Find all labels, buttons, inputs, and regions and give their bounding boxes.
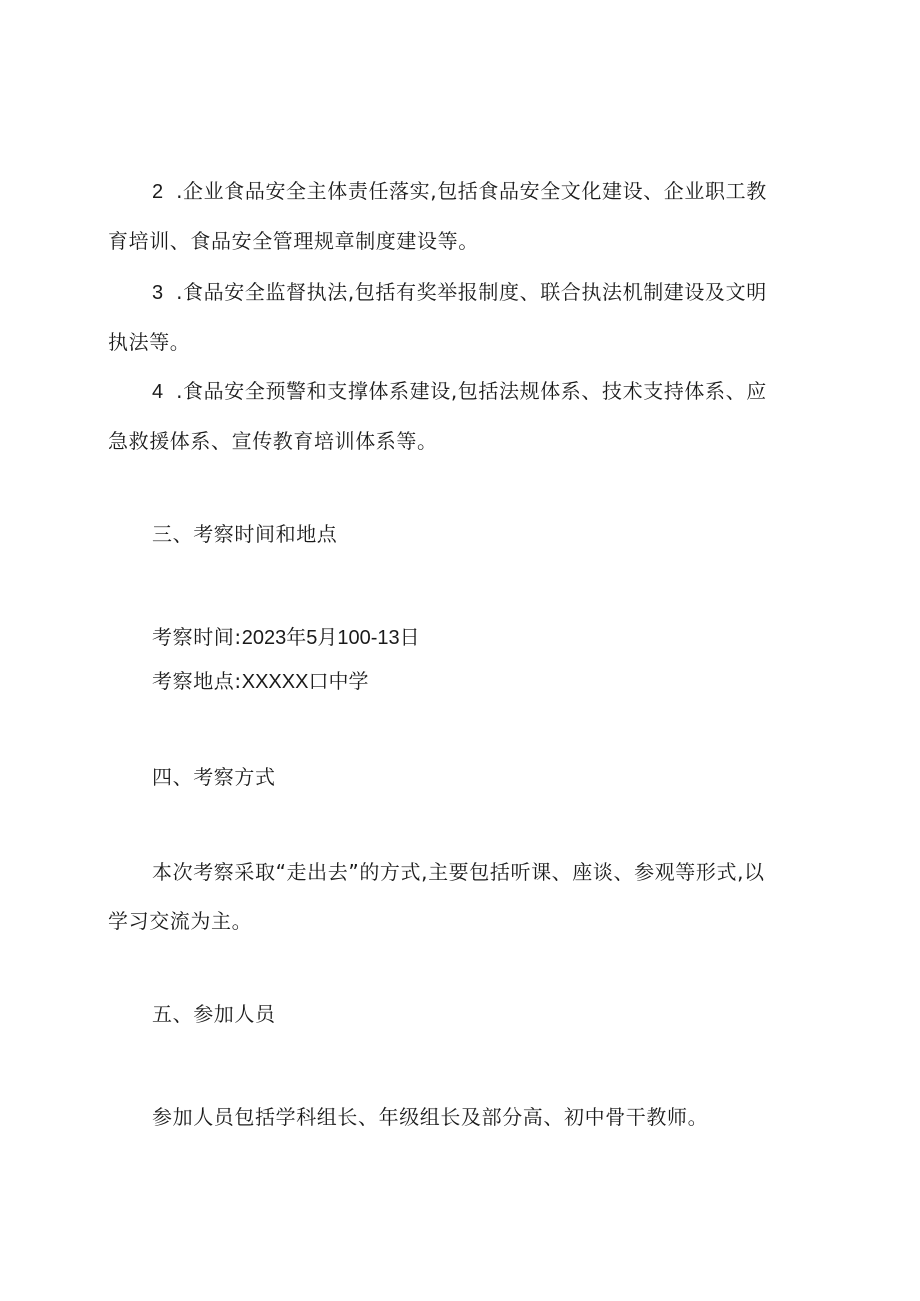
list-item-2-number: 2 <box>152 181 164 203</box>
inspection-time-value: 2023年5月100-13日 <box>241 627 420 649</box>
section-heading-method: 四、考察方式 <box>152 765 276 789</box>
list-item-4-line-2: 急救援体系、宣传教育培训体系等。 <box>108 429 438 453</box>
inspection-location-value: XXXXX口中学 <box>241 671 369 693</box>
list-item-3-text: .食品安全监督执法,包括有奖举报制度、联合执法机制建设及文明 <box>176 280 767 304</box>
inspection-time-label: 考察时间: <box>152 625 242 649</box>
list-item-3-number: 3 <box>152 282 164 304</box>
inspection-location-label: 考察地点: <box>152 669 242 693</box>
list-item-4-text: .食品安全预警和支撑体系建设,包括法规体系、技术支持体系、应 <box>176 379 767 403</box>
inspection-time <box>152 623 420 652</box>
method-line-1: 本次考察采取“走出去”的方式,主要包括听课、座谈、参观等形式,以 <box>152 860 765 884</box>
list-item-2-line-2: 育培训、食品安全管理规章制度建设等。 <box>108 229 479 253</box>
section-heading-participants: 五、参加人员 <box>152 1002 276 1026</box>
list-item-3-line-2: 执法等。 <box>108 330 191 354</box>
list-item-2-text: .企业食品安全主体责任落实,包括食品安全文化建设、企业职工教 <box>176 179 767 203</box>
participants-text: 参加人员包括学科组长、年级组长及部分高、初中骨干教师。 <box>152 1105 709 1129</box>
list-item-4-number: 4 <box>152 381 164 403</box>
method-line-2: 学习交流为主。 <box>108 909 253 933</box>
inspection-location <box>152 667 368 696</box>
list-item-4-line-1 <box>152 377 767 406</box>
section-heading-time-location: 三、考察时间和地点 <box>152 522 338 546</box>
list-item-3-line-1 <box>152 278 767 307</box>
list-item-2-line-1 <box>152 177 767 206</box>
